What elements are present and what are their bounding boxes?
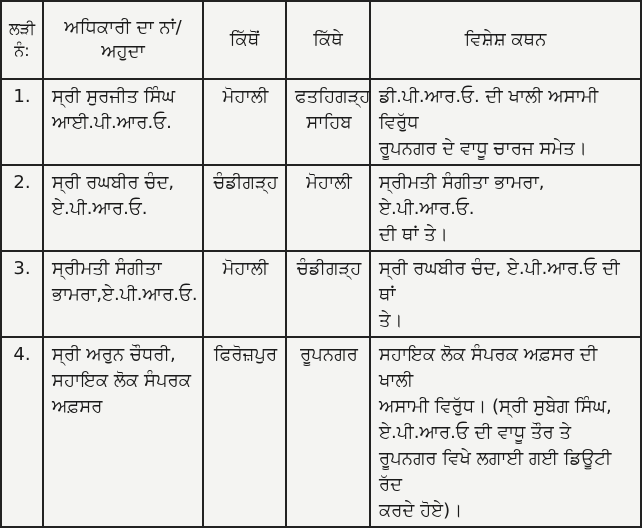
header-officer-line: ਅਹੁਦਾ — [101, 41, 145, 62]
cell-remarks — [370, 165, 641, 251]
cell-line: ਰੂਪਨਗਰ ਵਿਖੇ ਲਗਾਈ ਗਈ ਡਿਊਟੀ ਰੱਦ — [379, 448, 612, 495]
cell-serial: 2. — [1, 165, 43, 251]
header-officer-line: ਅਧਿਕਾਰੀ ਦਾ ਨਾਂ/ — [64, 17, 182, 38]
header-row — [1, 1, 641, 79]
cell-line: ਭਾਮਰਾ,ਏ.ਪੀ.ਆਰ.ਓ. — [52, 284, 198, 305]
cell-to — [286, 79, 370, 165]
cell-line: ਸ੍ਰੀਮਤੀ ਸੰਗੀਤਾ — [52, 258, 162, 279]
cell-to — [286, 251, 370, 337]
table-row — [1, 79, 641, 165]
cell-line: ਮੋਹਾਲੀ — [306, 172, 352, 193]
cell-line: ਅਸਾਮੀ ਵਿਰੁੱਧ। (ਸ੍ਰੀ ਸੁਬੇਗ ਸਿੰਘ, — [379, 396, 612, 417]
cell-officer — [43, 337, 203, 527]
cell-line: ਸਾਹਿਬ — [306, 112, 352, 133]
cell-line: ਤੇ। — [379, 310, 403, 331]
cell-from — [203, 337, 286, 527]
cell-line: ਫਤਹਿਗੜ੍ਹ — [295, 86, 371, 107]
cell-remarks — [370, 79, 641, 165]
cell-line: ਸ੍ਰੀ ਸੁਰਜੀਤ ਸਿੰਘ — [52, 86, 176, 107]
cell-line: ਰੂਪਨਗਰ — [300, 344, 358, 365]
cell-line: ਦੀ ਥਾਂ ਤੇ। — [379, 224, 448, 245]
cell-serial: 4. — [1, 337, 43, 527]
cell-line: ਸ੍ਰੀ ਅਰੁਨ ਚੌਧਰੀ, — [52, 344, 176, 365]
cell-to — [286, 337, 370, 527]
header-officer-name — [43, 1, 203, 79]
cell-line: ਡੀ.ਪੀ.ਆਰ.ਓ. ਦੀ ਖਾਲੀ ਅਸਾਮੀ ਵਿਰੁੱਧ — [379, 86, 599, 133]
cell-from — [203, 79, 286, 165]
cell-line: ਚੰਡੀਗੜ੍ਹ — [296, 258, 362, 279]
header-serial-line: ਨੰ: — [14, 41, 30, 60]
cell-serial: 3. — [1, 251, 43, 337]
cell-officer — [43, 165, 203, 251]
cell-line: ਸਹਾਇਕ ਲੋਕ ਸੰਪਰਕ — [52, 370, 192, 391]
cell-line: ਮੋਹਾਲੀ — [222, 258, 269, 279]
cell-line: ਏ.ਪੀ.ਆਰ.ਓ. — [52, 198, 148, 219]
header-serial-line: ਲੜੀ — [8, 19, 36, 38]
cell-line: ਆਈ.ਪੀ.ਆਰ.ਓ. — [52, 112, 172, 133]
cell-line: ਸਹਾਇਕ ਲੋਕ ਸੰਪਰਕ ਅਫ਼ਸਰ ਦੀ ਖਾਲੀ — [379, 344, 598, 391]
cell-line: ਸ੍ਰੀਮਤੀ ਸੰਗੀਤਾ ਭਾਮਰਾ, ਏ.ਪੀ.ਆਰ.ਓ. — [379, 172, 545, 219]
table-row — [1, 337, 641, 527]
cell-line: ਕਰਦੇ ਹੋਏ)। — [379, 500, 463, 521]
cell-line: ਫਿਰੋਜ਼ਪੁਰ — [213, 344, 278, 365]
header-from: ਕਿੱਥੋਂ — [203, 1, 286, 79]
cell-line: ਅਫ਼ਸਰ — [52, 396, 103, 417]
cell-serial: 1. — [1, 79, 43, 165]
header-to: ਕਿੱਥੇ — [286, 1, 370, 79]
cell-to — [286, 165, 370, 251]
cell-remarks — [370, 251, 641, 337]
cell-from — [203, 251, 286, 337]
cell-line: ਸ੍ਰੀ ਰਘਬੀਰ ਚੰਦ, — [52, 172, 175, 193]
cell-line: ਰੂਪਨਗਰ ਦੇ ਵਾਧੂ ਚਾਰਜ ਸਮੇਤ। — [379, 138, 587, 159]
cell-officer — [43, 251, 203, 337]
header-serial-number — [1, 1, 43, 79]
header-remarks: ਵਿਸ਼ੇਸ਼ ਕਥਨ — [370, 1, 641, 79]
table-row — [1, 165, 641, 251]
cell-remarks — [370, 337, 641, 527]
cell-line: ਚੰਡੀਗੜ੍ਹ — [213, 172, 278, 193]
cell-line: ਏ.ਪੀ.ਆਰ.ਓ ਦੀ ਵਾਧੂ ਤੌਰ ਤੇ — [379, 422, 571, 443]
cell-line: ਮੋਹਾਲੀ — [222, 86, 269, 107]
cell-line: ਸ੍ਰੀ ਰਘਬੀਰ ਚੰਦ, ਏ.ਪੀ.ਆਰ.ਓ ਦੀ ਥਾਂ — [379, 258, 620, 305]
table-row — [1, 251, 641, 337]
cell-officer — [43, 79, 203, 165]
cell-from — [203, 165, 286, 251]
